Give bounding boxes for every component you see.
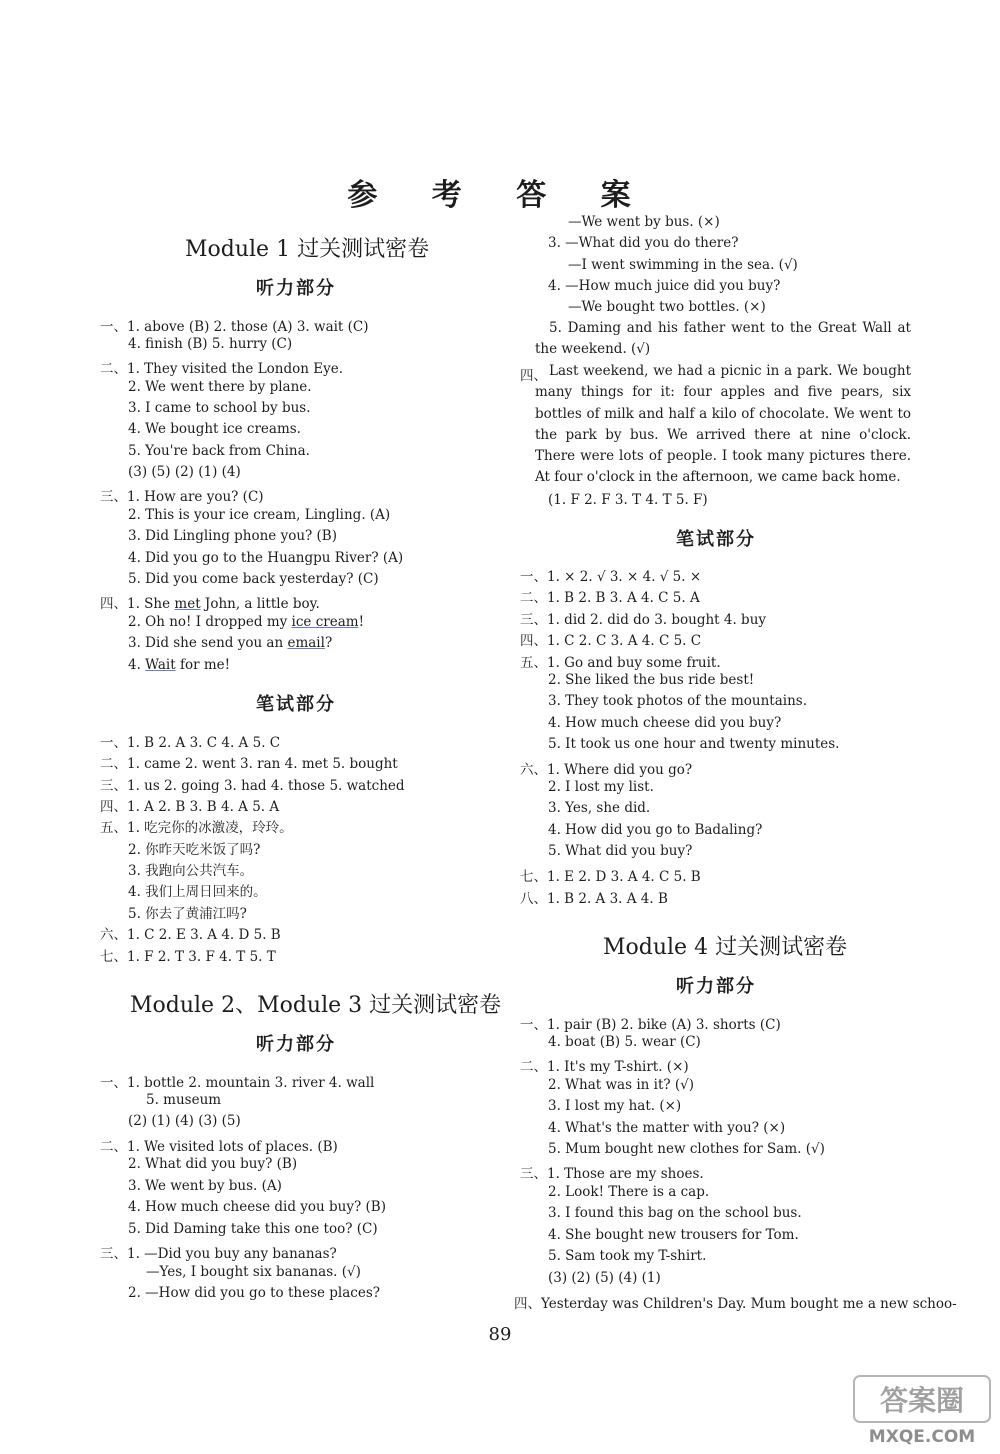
- answer-line: 4. —How much juice did you buy?: [548, 278, 781, 294]
- answer-line: 七、1. E 2. D 3. A 4. C 5. B: [520, 869, 701, 885]
- text-run: 四、1. She: [100, 596, 175, 612]
- answer-line: 二、1. They visited the London Eye.: [100, 361, 344, 377]
- text-run: !: [358, 614, 364, 630]
- answer-line: 五、1. Go and buy some fruit.: [520, 655, 721, 671]
- answer-line: 4. finish (B) 5. hurry (C): [128, 336, 293, 352]
- underlined-word: ice cream: [291, 614, 359, 630]
- answer-paragraph: 5. Daming and his father went to the Great Wall at the weekend. (√): [535, 320, 911, 358]
- answer-line: 4. 我们上周日回来的。: [128, 884, 267, 900]
- answer-line: 一、1. bottle 2. mountain 3. river 4. wall: [100, 1075, 375, 1091]
- answer-line: 3. 我跑向公共汽车。: [128, 863, 254, 879]
- answer-line: [100, 592, 320, 612]
- answer-line: 一、1. above (B) 2. those (A) 3. wait (C): [100, 319, 369, 335]
- answer-line: 4. How much cheese did you buy? (B): [128, 1199, 386, 1215]
- underlined-word: met: [174, 596, 201, 612]
- listening-section-title: 听力部分: [676, 976, 756, 997]
- watermark-logo: [852, 1374, 992, 1448]
- answer-line: 四、1. C 2. C 3. A 4. C 5. C: [520, 633, 702, 649]
- answer-line: [128, 657, 230, 673]
- answer-line: 3. I came to school by bus.: [128, 400, 311, 416]
- answer-line: —I went swimming in the sea. (√): [568, 257, 798, 273]
- answer-line: 四、Yesterday was Children's Day. Mum bought me a new schoo-: [514, 1296, 957, 1312]
- answer-line: 5. 你去了黄浦江吗?: [128, 906, 247, 922]
- text-run: 4.: [128, 657, 146, 673]
- text-run: John, a little boy.: [200, 596, 320, 612]
- answer-line: (2) (1) (4) (3) (5): [128, 1113, 241, 1129]
- answer-line: 二、1. came 2. went 3. ran 4. met 5. bought: [100, 756, 398, 772]
- answer-line: 七、1. F 2. T 3. F 4. T 5. T: [100, 949, 276, 965]
- answer-line: 4. Did you go to the Huangpu River? (A): [128, 550, 404, 566]
- question-label: 四、: [520, 368, 547, 384]
- answer-line: 5. Did you come back yesterday? (C): [128, 571, 379, 587]
- answer-line: 3. I lost my hat. (×): [548, 1098, 682, 1114]
- listening-section-title: 听力部分: [256, 1034, 336, 1055]
- answer-line: 3. —What did you do there?: [548, 235, 739, 251]
- answer-line: 3. Yes, she did.: [548, 800, 651, 816]
- answer-line: 4. How did you go to Badaling?: [548, 822, 763, 838]
- answer-line: 五、1. 吃完你的冰激凌，玲玲。: [100, 820, 293, 836]
- answer-line: [128, 614, 364, 630]
- answer-line: 5. Mum bought new clothes for Sam. (√): [548, 1141, 825, 1157]
- answer-line: 一、1. pair (B) 2. bike (A) 3. shorts (C): [520, 1017, 781, 1033]
- answer-line: 3. I found this bag on the school bus.: [548, 1205, 802, 1221]
- answer-line: [128, 635, 332, 651]
- answer-line: 3. Did Lingling phone you? (B): [128, 528, 337, 544]
- answer-line: 5. What did you buy?: [548, 843, 693, 859]
- answer-line: —We went by bus. (×): [568, 214, 720, 230]
- answer-line: 2. I lost my list.: [548, 779, 654, 795]
- answer-line: —We bought two bottles. (×): [568, 299, 766, 315]
- answer-line: (1. F 2. F 3. T 4. T 5. F): [548, 492, 708, 508]
- module-1-heading: Module 1 过关测试密卷: [185, 237, 430, 262]
- answer-line: 3. We went by bus. (A): [128, 1178, 282, 1194]
- answer-line: (3) (5) (2) (1) (4): [128, 464, 241, 480]
- listening-section-title: 听力部分: [256, 278, 336, 299]
- text-run: 2. Oh no! I dropped my: [128, 614, 292, 630]
- written-section-title: 笔试部分: [676, 529, 756, 550]
- answer-line: —Yes, I bought six bananas. (√): [146, 1264, 361, 1280]
- answer-line: 一、1. × 2. √ 3. × 4. √ 5. ×: [520, 569, 702, 585]
- answer-line: 2. —How did you go to these places?: [128, 1285, 380, 1301]
- page-number: 89: [488, 1324, 512, 1345]
- answer-line: 六、1. C 2. E 3. A 4. D 5. B: [100, 927, 281, 943]
- answer-line: 2. What did you buy? (B): [128, 1156, 298, 1172]
- answer-line: 5. It took us one hour and twenty minutes.: [548, 736, 840, 752]
- answer-line: 5. You're back from China.: [128, 443, 310, 459]
- written-section-title: 笔试部分: [256, 694, 336, 715]
- page-title: 参 考 答 案: [347, 178, 653, 213]
- answer-line: 二、1. B 2. B 3. A 4. C 5. A: [520, 590, 700, 606]
- module-4-heading: Module 4 过关测试密卷: [603, 935, 848, 960]
- answer-line: 三、1. us 2. going 3. had 4. those 5. watched: [100, 778, 405, 794]
- answer-line: 2. What was in it? (√): [548, 1077, 695, 1093]
- answer-line: 5. Sam took my T-shirt.: [548, 1248, 707, 1264]
- answer-line: 二、1. It's my T-shirt. (×): [520, 1059, 689, 1075]
- answer-line: 2. She liked the bus ride best!: [548, 672, 755, 688]
- answer-line: 三、1. —Did you buy any bananas?: [100, 1246, 337, 1262]
- answer-line: 3. They took photos of the mountains.: [548, 693, 808, 709]
- answer-line: 八、1. B 2. A 3. A 4. B: [520, 891, 668, 907]
- answer-line: 一、1. B 2. A 3. C 4. A 5. C: [100, 735, 281, 751]
- text-run: ?: [324, 635, 333, 651]
- answer-line: 2. Look! There is a cap.: [548, 1184, 710, 1200]
- answer-line: 4. What's the matter with you? (×): [548, 1120, 786, 1136]
- answer-line: 三、1. did 2. did do 3. bought 4. buy: [520, 612, 767, 628]
- answer-line: 5. museum: [146, 1092, 222, 1108]
- text-run: for me!: [175, 657, 231, 673]
- answer-line: 4. We bought ice creams.: [128, 421, 301, 437]
- answer-line: 4. How much cheese did you buy?: [548, 715, 782, 731]
- answer-line: 三、1. Those are my shoes.: [520, 1166, 704, 1182]
- answer-line: 2. 你昨天吃米饭了吗?: [128, 842, 261, 858]
- answer-line: (3) (2) (5) (4) (1): [548, 1270, 661, 1286]
- underlined-word: Wait: [145, 657, 176, 673]
- answer-line: 六、1. Where did you go?: [520, 762, 693, 778]
- answer-line: 四、1. A 2. B 3. B 4. A 5. A: [100, 799, 280, 815]
- watermark-url: MXQE.COM: [868, 1427, 976, 1447]
- answer-line: 三、1. How are you? (C): [100, 489, 264, 505]
- answer-line: 4. She bought new trousers for Tom.: [548, 1227, 799, 1243]
- watermark-text: 答案圈: [879, 1384, 965, 1417]
- module-2-3-heading: Module 2、Module 3 过关测试密卷: [130, 993, 502, 1018]
- answer-line: 2. We went there by plane.: [128, 379, 312, 395]
- answer-line: 二、1. We visited lots of places. (B): [100, 1139, 338, 1155]
- text-run: 3. Did she send you an: [128, 635, 288, 651]
- passage-paragraph: Last weekend, we had a picnic in a park. We bought many things for it: four apples and five pears, six bottles of milk and half a kilo of chocolate. We went to the park by bus. We arrived there at nine o'clock. There were lots of people. I took many pictures there. At four o'clock in the afternoon, we came back home.: [535, 363, 911, 486]
- answer-line: 4. boat (B) 5. wear (C): [548, 1034, 701, 1050]
- answer-line: 5. Did Daming take this one too? (C): [128, 1221, 378, 1237]
- underlined-word: email: [287, 635, 325, 651]
- answer-line: 2. This is your ice cream, Lingling. (A): [128, 507, 391, 523]
